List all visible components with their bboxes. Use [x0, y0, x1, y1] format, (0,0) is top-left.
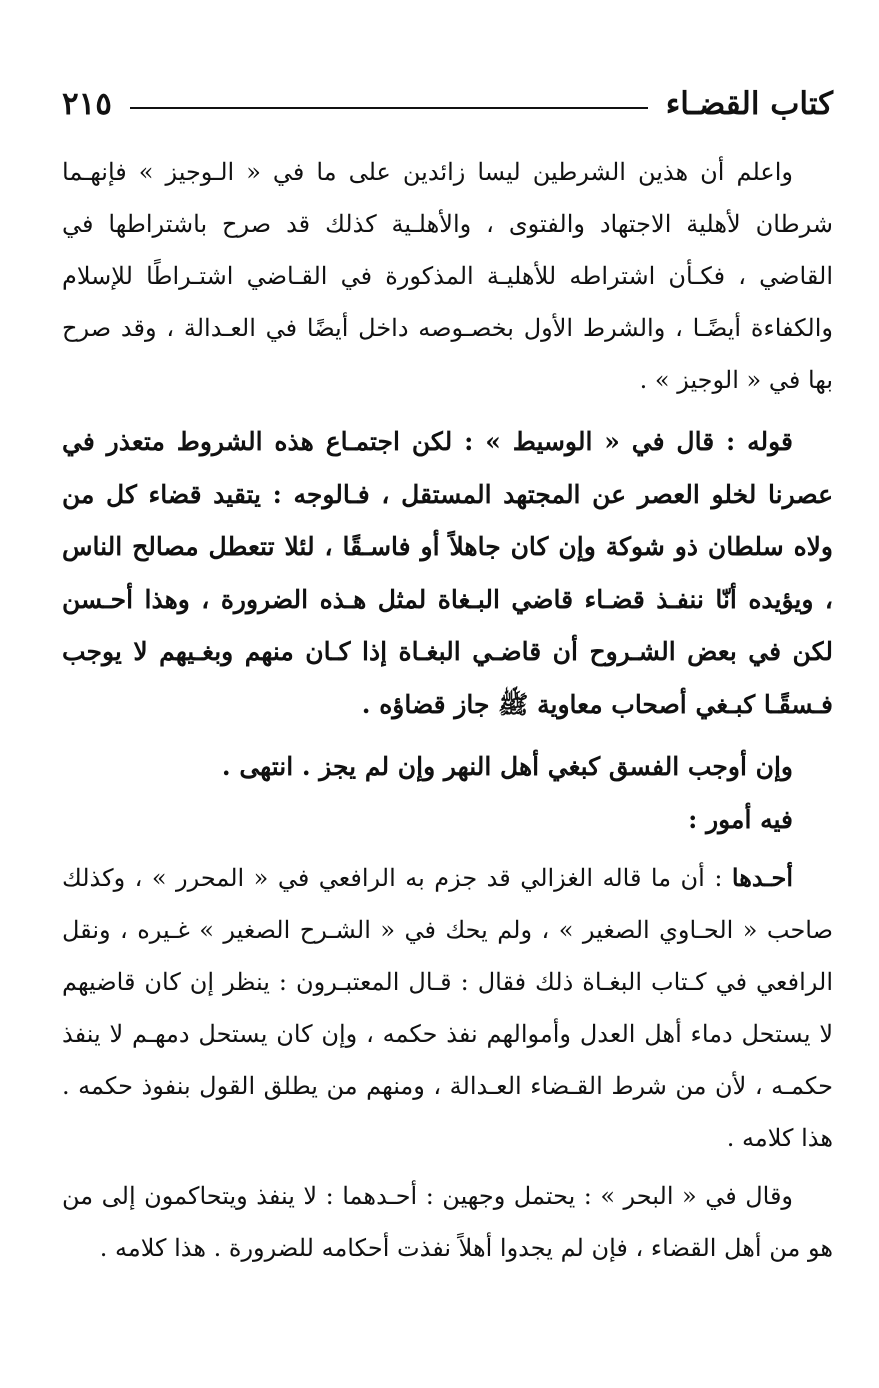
paragraph-quote: قوله : قال في « الوسيط » : لكن اجتمـاع هذه الشروط متعذر في عصرنا لخلو العصر عن المجتهد المستقل ، فـالوجه : يتقيد قضاء كل من ولاه سلطان ذو شوكة وإن كان جاهلاً أو فاسـقًا ، لئلا تتعطل مصالح الناس ، ويؤيده أنّا ننفـذ قضـاء قاضي البـغاة لمثل هـذه الضرورة ، وهذا أحـسن لكن في بعض الشـروح أن قاضـي البغـاة إذا كـان منهم وبغـيهم لا يوجب فـسقًـا كبـغي أصحاب معاوية ﷺ جاز قضاؤه .: [62, 427, 833, 719]
first-matter-lead: أحـدها: [731, 863, 793, 892]
paragraph-quote-end: وإن أوجب الفسق كبغي أهل النهر وإن لم يجز . انتهى .: [221, 752, 793, 781]
paragraph-spacer: [62, 406, 833, 416]
first-matter-text: : أن ما قاله الغزالي قد جزم به الرافعي في « المحرر » ، وكذلك صاحب « الحـاوي الصغير » ، ولم يحك في « الشـرح الصغير » غـيره ، ونقل الرافعي في كـتاب البغـاة ذلك فقال : قـال المعتبـرون : ينظر إن كان قاضيهم لا يستحل دماء أهل العدل وأموالهم نفذ حكمه ، وإن كان يستحل دمهـم لا ينفذ حكمـه ، لأن من شرط القـضاء العـدالة ، ومنهم من يطلق القول بنفوذ حكمه . هذا كلامه .: [62, 864, 834, 1152]
paragraph-bahr: وقال في « البحر » : يحتمل وجهين : أحـدهما : لا ينفذ ويتحاكمون إلى من هو من أهل القضاء ، فإن لم يجدوا أهلاً نفذت أحكامه للضرورة . هذا كلامه .: [62, 1182, 833, 1262]
page-number: ٢١٥: [62, 86, 112, 122]
paragraph-first-matter: [62, 852, 833, 1164]
running-title: كتاب القضـاء: [665, 86, 833, 122]
paragraph-spacer: [62, 731, 833, 741]
paragraph-intro: واعلم أن هذين الشرطين ليسا زائدين على ما في « الـوجيز » فإنهـما شرطان لأهلية الاجتهاد والفتوى ، والأهلـية كذلك قد صرح باشتراطها في القاضي ، فكـأن اشتراطه للأهليـة المذكورة في القـاضي اشتـراطًا للإسلام والكفاءة أيضًـا ، والشرط الأول بخصـوصه داخل أيضًا في العـدالة ، وقد صرح بها في « الوجيز » .: [62, 158, 833, 394]
paragraph-matters-heading: فيه أمور :: [688, 804, 793, 834]
page-body: [62, 146, 833, 1274]
page-header: [62, 80, 833, 128]
header-rule: [130, 107, 648, 109]
